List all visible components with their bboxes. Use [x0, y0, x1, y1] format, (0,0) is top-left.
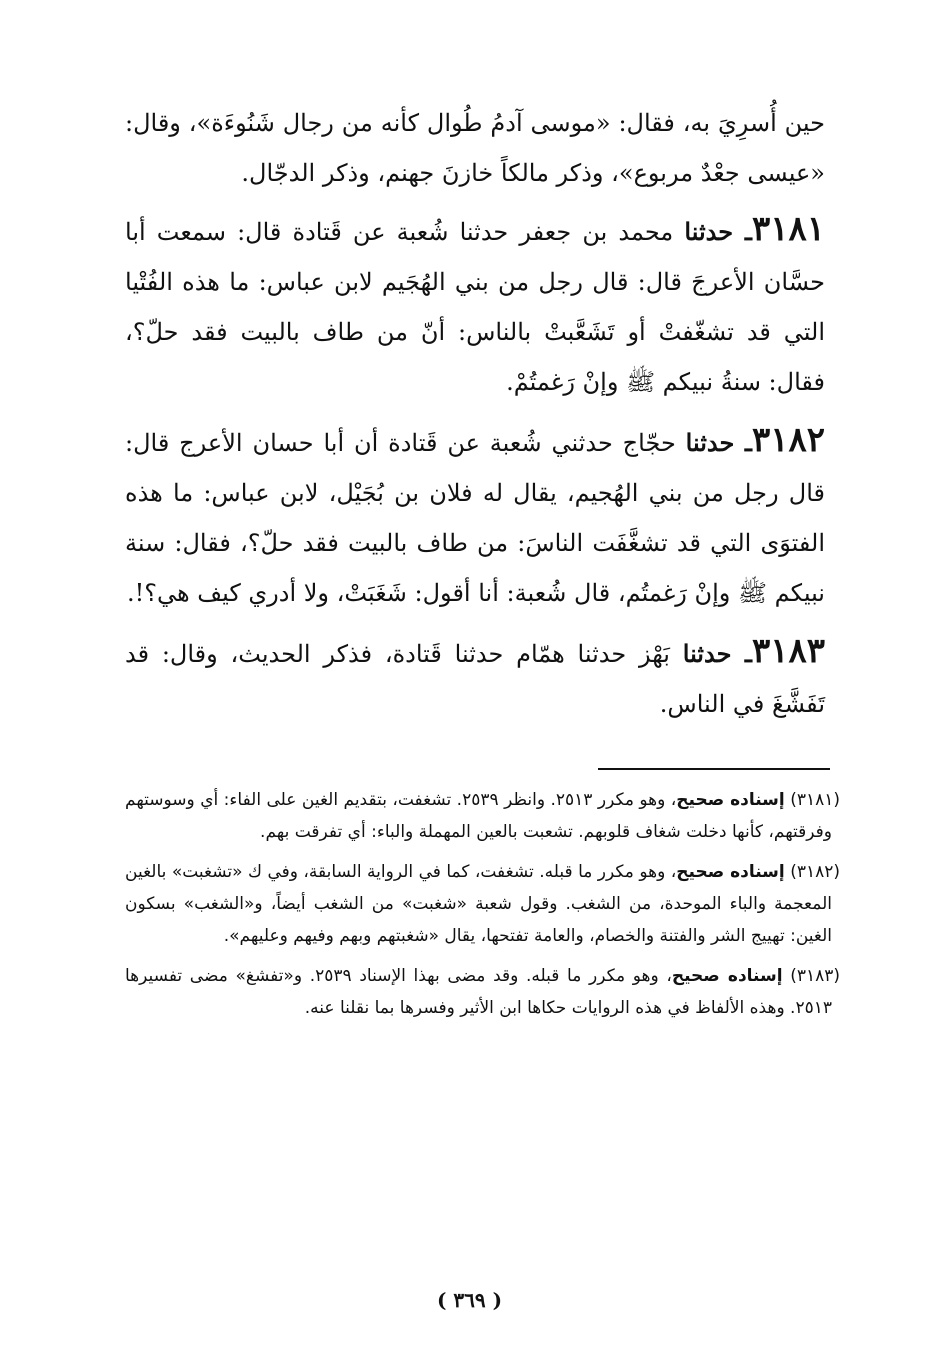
footnotes: [125, 784, 840, 1032]
hadith-number: ٣١٨٣: [751, 631, 825, 671]
footnote-grade: إسناده صحيح: [671, 966, 783, 986]
footnote-number: (٣١٨١): [790, 790, 840, 810]
footnote-grade: إسناده صحيح: [676, 862, 785, 882]
hadith-lead: ـ حدثنا: [682, 639, 752, 668]
footnote-3182: [125, 856, 840, 952]
footnote-text: ، وهو مكرر ما قبله. تشغفت، كما في الرواية السابقة، وفي ك «تشغبت» بالغين المعجمة والباء الموحدة، من الشغب. وقول شعبة «شغبت» من الشغب أيضاً، و«الشغب» بسكون الغين: تهييج الشر والفتنة والخصام، والعامة تفتحها، يقال «شغبتهم وبهم وفيهم وعليهم».: [125, 862, 832, 946]
hadith-number: ٣١٨٢: [751, 420, 825, 460]
footnote-3181: [125, 784, 840, 848]
footnote-text: ، وهو مكرر ٢٥١٣. وانظر ٢٥٣٩. تشغفت، بتقديم الغين على الفاء: أي وسوستهم وفرقتهم، كأنها دخلت شغاف قلوبهم. تشعبت بالعين المهملة والباء: أي تفرقت بهم.: [125, 790, 832, 842]
hadith-number: ٣١٨١: [751, 209, 826, 249]
hadith-3182: [125, 415, 825, 618]
footnote-3183: [125, 960, 840, 1024]
hadith-text: محمد بن جعفر حدثنا شُعبة عن قَتادة قال: سمعت أبا حسَّان الأعرجَ قال: قال رجل من بني الهُجَيم لابن عباس: ما هذه الفُتْيا التي قد تشغّفتْ أو تَشَعَّبتْ بالناس: أنّ من طاف بالبيت فقد حلّ؟، فقال: سنةُ نبيكم ﷺ وإنْ رَغمتُمْ.: [125, 218, 825, 396]
footnote-text: ، وهو مكرر ما قبله. وقد مضى بهذا الإسناد ٢٥٣٩. و«تفشغ» مضى تفسيرها ٢٥١٣. وهذه الألفاظ في هذه الروايات حكاها ابن الأثير وفسرها بما نقلنا عنه.: [125, 966, 832, 1018]
footnote-number: (٣١٨٣): [790, 966, 841, 986]
main-text: [125, 98, 825, 737]
hadith-lead: ـ حدثنا: [684, 217, 752, 246]
page-number: ( ٣٦٩ ): [436, 1288, 503, 1312]
hadith-lead: ـ حدثنا: [685, 428, 752, 457]
intro-paragraph: حين أُسرِيَ به، فقال: «موسى آدمُ طُوال كأنه من رجال شَنُوءَة»، وقال: «عيسى جعْدٌ مربوع»، وذكر مالكاً خازنَ جهنم، وذكر الدجّال.: [125, 109, 825, 187]
hadith-text: بَهْز حدثنا همّام حدثنا قَتادة، فذكر الحديث، وقال: قد تَفَشَّغَ في الناس.: [125, 640, 825, 718]
hadith-3181: [125, 204, 825, 407]
footnote-divider: [598, 768, 830, 770]
hadith-text: حجّاج حدثني شُعبة عن قَتادة أن أبا حسان الأعرج قال: قال رجل من بني الهُجيم، يقال له فلان بن بُجَيْل، لابن عباس: ما هذه الفتوَى التي قد تشغَّفَت الناسَ: من طاف بالبيت فقد حلّ؟، فقال: سنة نبيكم ﷺ وإنْ رَغمتُم، قال شُعبة: أنا أقول: شَغَبَتْ، ولا أدري كيف هي؟!.: [125, 429, 825, 607]
hadith-3183: [125, 626, 825, 729]
footnote-grade: إسناده صحيح: [676, 790, 785, 810]
footnote-number: (٣١٨٢): [790, 862, 840, 882]
